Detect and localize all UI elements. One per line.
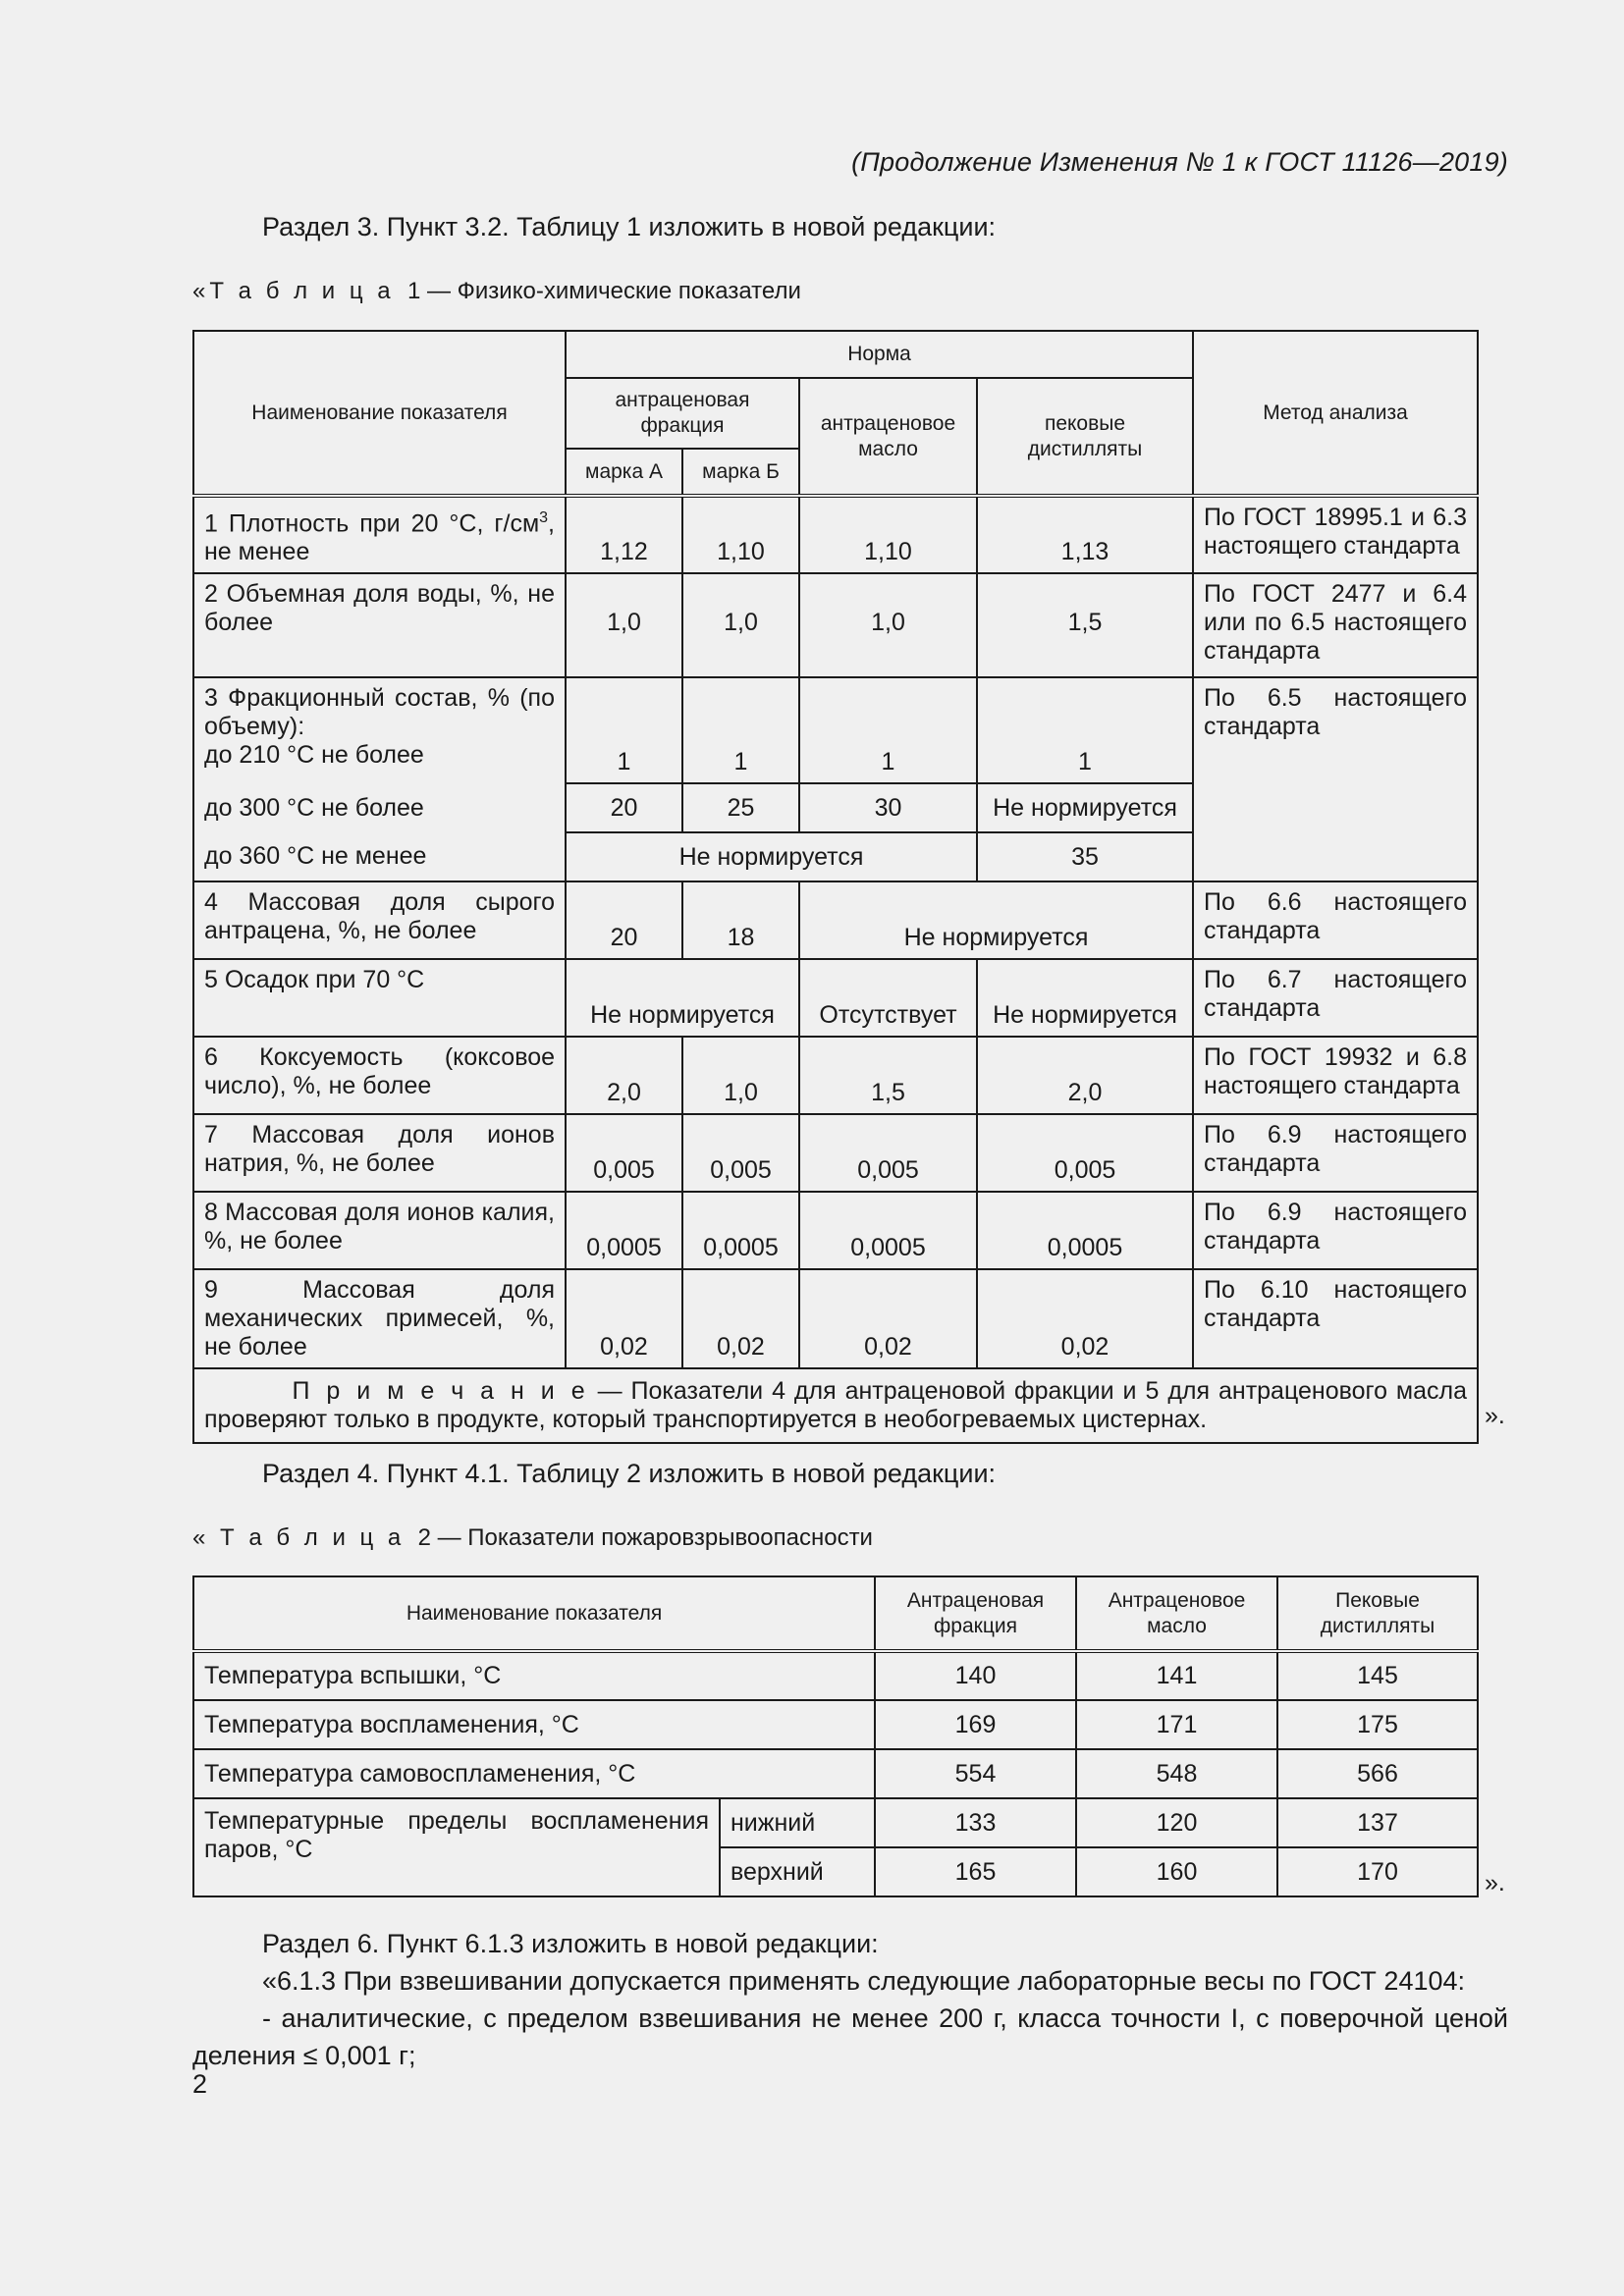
cell-pitch: 0,0005: [977, 1192, 1193, 1269]
cell-grade-a: 0,02: [566, 1269, 682, 1368]
table-row: [193, 1700, 1478, 1749]
cell-fraction: 133: [875, 1798, 1076, 1847]
cell-grade-a: 2,0: [566, 1037, 682, 1114]
cell-method: По ГОСТ 19932 и 6.8 настоящего стандарта: [1193, 1037, 1478, 1114]
cell-oil: 141: [1076, 1651, 1277, 1700]
cell-oil: 0,02: [799, 1269, 977, 1368]
t1-header-pitch: пековые дистилляты: [977, 378, 1193, 496]
cell-method: По 6.9 настоящего стандарта: [1193, 1192, 1478, 1269]
cell-fraction: 140: [875, 1651, 1076, 1700]
cell-pitch: 566: [1277, 1749, 1478, 1798]
cell-pitch: 1,13: [977, 496, 1193, 573]
cell-oil: 1,10: [799, 496, 977, 573]
cell-span: Не нормируется: [799, 881, 1193, 959]
table1-caption-text: 1 — Физико-химические показатели: [406, 278, 801, 304]
section6-intro: Раздел 6. Пункт 6.1.3 изложить в новой редакции:: [262, 1929, 879, 1958]
table-row: [193, 1037, 1478, 1114]
t1-header-norm: Норма: [566, 331, 1193, 378]
cell-method: По 6.5 настоящего стандарта: [1193, 677, 1478, 881]
cell-pitch: 35: [977, 832, 1193, 881]
note-label: П р и м е ч а н и е: [292, 1377, 589, 1406]
section6-line1: «6.1.3 При взвешивании допускается применять следующие лабораторные весы по ГОСТ 24104:: [262, 1966, 1466, 1996]
row-name: 6 Коксуемость (коксовое число), %, не более: [193, 1037, 566, 1114]
cell-oil: 1: [799, 677, 977, 783]
cell-pitch: Не нормируется: [977, 959, 1193, 1037]
cell-pitch: Не нормируется: [977, 783, 1193, 832]
row-name: 7 Массовая доля ионов натрия, %, не более: [193, 1114, 566, 1192]
t1-header-method: Метод анализа: [1193, 331, 1478, 496]
t1-header-fraction: антраценовая фракция: [566, 378, 799, 449]
cell-grade-b: 1,10: [682, 496, 799, 573]
cell-oil: 1,5: [799, 1037, 977, 1114]
cell-method: По 6.9 настоящего стандарта: [1193, 1114, 1478, 1192]
row-name: 2 Объемная доля воды, %, не более: [193, 573, 566, 677]
table-row: [193, 1749, 1478, 1798]
table2-end-quote: ».: [1485, 1869, 1505, 1896]
t1-header-grade-a: марка А: [566, 449, 682, 496]
cell-span: Не нормируется: [566, 959, 799, 1037]
t2-header-pitch: Пековые дистилляты: [1277, 1576, 1478, 1651]
t2-header-oil: Антраценовое масло: [1076, 1576, 1277, 1651]
note-text: — Показатели 4 для антраценовой фракции и 5 для антраценового масла проверяют только в продукте, который транспортируется в необогреваемых цистернах.: [204, 1377, 1468, 1434]
row-name: до 360 °С не менее: [193, 832, 566, 881]
table2: [192, 1575, 1479, 1897]
table2-caption-text: 2 — Показатели пожаровзрывоопасности: [417, 1524, 873, 1551]
t1-header-grade-b: марка Б: [682, 449, 799, 496]
cell-grade-b: 0,02: [682, 1269, 799, 1368]
cell-grade-b: 0,0005: [682, 1192, 799, 1269]
cell-pitch: 1: [977, 677, 1193, 783]
table1: [192, 330, 1479, 1444]
table2-caption: [192, 1524, 1508, 1552]
table-row: [193, 1798, 1478, 1847]
cell-oil: 548: [1076, 1749, 1277, 1798]
cell-method: По 6.6 настоящего стандарта: [1193, 881, 1478, 959]
cell-oil: 0,005: [799, 1114, 977, 1192]
cell-grade-a: 20: [566, 783, 682, 832]
cell-pitch: 170: [1277, 1847, 1478, 1896]
cell-oil: Отсутствует: [799, 959, 977, 1037]
cell-grade-a: 20: [566, 881, 682, 959]
cell-oil: 1,0: [799, 573, 977, 677]
section3-intro: Раздел 3. Пункт 3.2. Таблицу 1 изложить в новой редакции:: [262, 212, 997, 241]
table-row: [193, 881, 1478, 959]
table-note-row: [193, 1368, 1478, 1443]
t1-header-name: Наименование показателя: [193, 331, 566, 496]
cell-grade-b: 0,005: [682, 1114, 799, 1192]
document-header: (Продолжение Изменения № 1 к ГОСТ 11126—2019): [851, 147, 1508, 177]
cell-method: По 6.7 настоящего стандарта: [1193, 959, 1478, 1037]
row-name: Температурные пределы воспламенения паров, °С: [193, 1798, 720, 1896]
cell-pitch: 137: [1277, 1798, 1478, 1847]
table-row: [193, 677, 1478, 783]
section6-line2: - аналитические, с пределом взвешивания не менее 200 г, класса точности I, с поверочной ценой деления ≤ 0,001 г;: [192, 2003, 1508, 2070]
table-row: [193, 1269, 1478, 1368]
cell-grade-b: 1: [682, 677, 799, 783]
cell-fraction: 169: [875, 1700, 1076, 1749]
table-row: [193, 959, 1478, 1037]
row-name: до 300 °С не более: [193, 783, 566, 832]
cell-grade-a: 1: [566, 677, 682, 783]
cell-oil: 120: [1076, 1798, 1277, 1847]
limit-label-lower: нижний: [720, 1798, 875, 1847]
cell-method: По ГОСТ 2477 и 6.4 или по 6.5 настоящего стандарта: [1193, 573, 1478, 677]
cell-grade-b: 18: [682, 881, 799, 959]
t2-header-name: Наименование показателя: [193, 1576, 875, 1651]
note-indent: [204, 1377, 293, 1405]
cell-oil: 30: [799, 783, 977, 832]
cell-pitch: 175: [1277, 1700, 1478, 1749]
table2-caption-prefix: « Т а б л и ц а: [192, 1524, 406, 1551]
cell-grade-b: 1,0: [682, 1037, 799, 1114]
cell-grade-a: 1,12: [566, 496, 682, 573]
row-name: 1 Плотность при 20 °С, $г/см^3$, не менее: [193, 496, 566, 573]
table-row: [193, 496, 1478, 573]
section6: [192, 1925, 1508, 2074]
table-row: [193, 1192, 1478, 1269]
cell-pitch: 0,02: [977, 1269, 1193, 1368]
row-name: 9 Массовая доля механических примесей, %, не более: [193, 1269, 566, 1368]
table-row: [193, 1651, 1478, 1700]
cell-grade-a: 0,005: [566, 1114, 682, 1192]
row-name: Температура вспышки, °С: [193, 1651, 875, 1700]
cell-oil: 160: [1076, 1847, 1277, 1896]
cell-method: По ГОСТ 18995.1 и 6.3 настоящего стандарта: [1193, 496, 1478, 573]
cell-grade-b: 1,0: [682, 573, 799, 677]
table1-caption-prefix: «Т а б л и ц а: [192, 278, 395, 304]
row-name: Температура воспламенения, °С: [193, 1700, 875, 1749]
row-name: 4 Массовая доля сырого антрацена, %, не более: [193, 881, 566, 959]
cell-span: Не нормируется: [566, 832, 977, 881]
table-row: [193, 1114, 1478, 1192]
table1-end-quote: ».: [1485, 1402, 1505, 1429]
row-name: 3 Фракционный состав, % (по объему): до 210 °С не более: [193, 677, 566, 783]
t2-header-fraction: Антраценовая фракция: [875, 1576, 1076, 1651]
cell-oil: 0,0005: [799, 1192, 977, 1269]
table1-note: [193, 1368, 1478, 1443]
cell-pitch: 2,0: [977, 1037, 1193, 1114]
page-number: 2: [192, 2069, 208, 2099]
cell-pitch: 1,5: [977, 573, 1193, 677]
cell-method: По 6.10 настоящего стандарта: [1193, 1269, 1478, 1368]
limit-label-upper: верхний: [720, 1847, 875, 1896]
table1-caption: [192, 278, 1508, 305]
section4-intro: Раздел 4. Пункт 4.1. Таблицу 2 изложить в новой редакции:: [262, 1459, 997, 1488]
cell-oil: 171: [1076, 1700, 1277, 1749]
t1-header-oil: антраценовое масло: [799, 378, 977, 496]
row-name: 5 Осадок при 70 °С: [193, 959, 566, 1037]
cell-fraction: 554: [875, 1749, 1076, 1798]
cell-pitch: 145: [1277, 1651, 1478, 1700]
cell-grade-a: 1,0: [566, 573, 682, 677]
row-name: 8 Массовая доля ионов калия, %, не более: [193, 1192, 566, 1269]
cell-pitch: 0,005: [977, 1114, 1193, 1192]
cell-fraction: 165: [875, 1847, 1076, 1896]
table-row: [193, 573, 1478, 677]
cell-grade-a: 0,0005: [566, 1192, 682, 1269]
row-name: Температура самовоспламенения, °С: [193, 1749, 875, 1798]
cell-grade-b: 25: [682, 783, 799, 832]
